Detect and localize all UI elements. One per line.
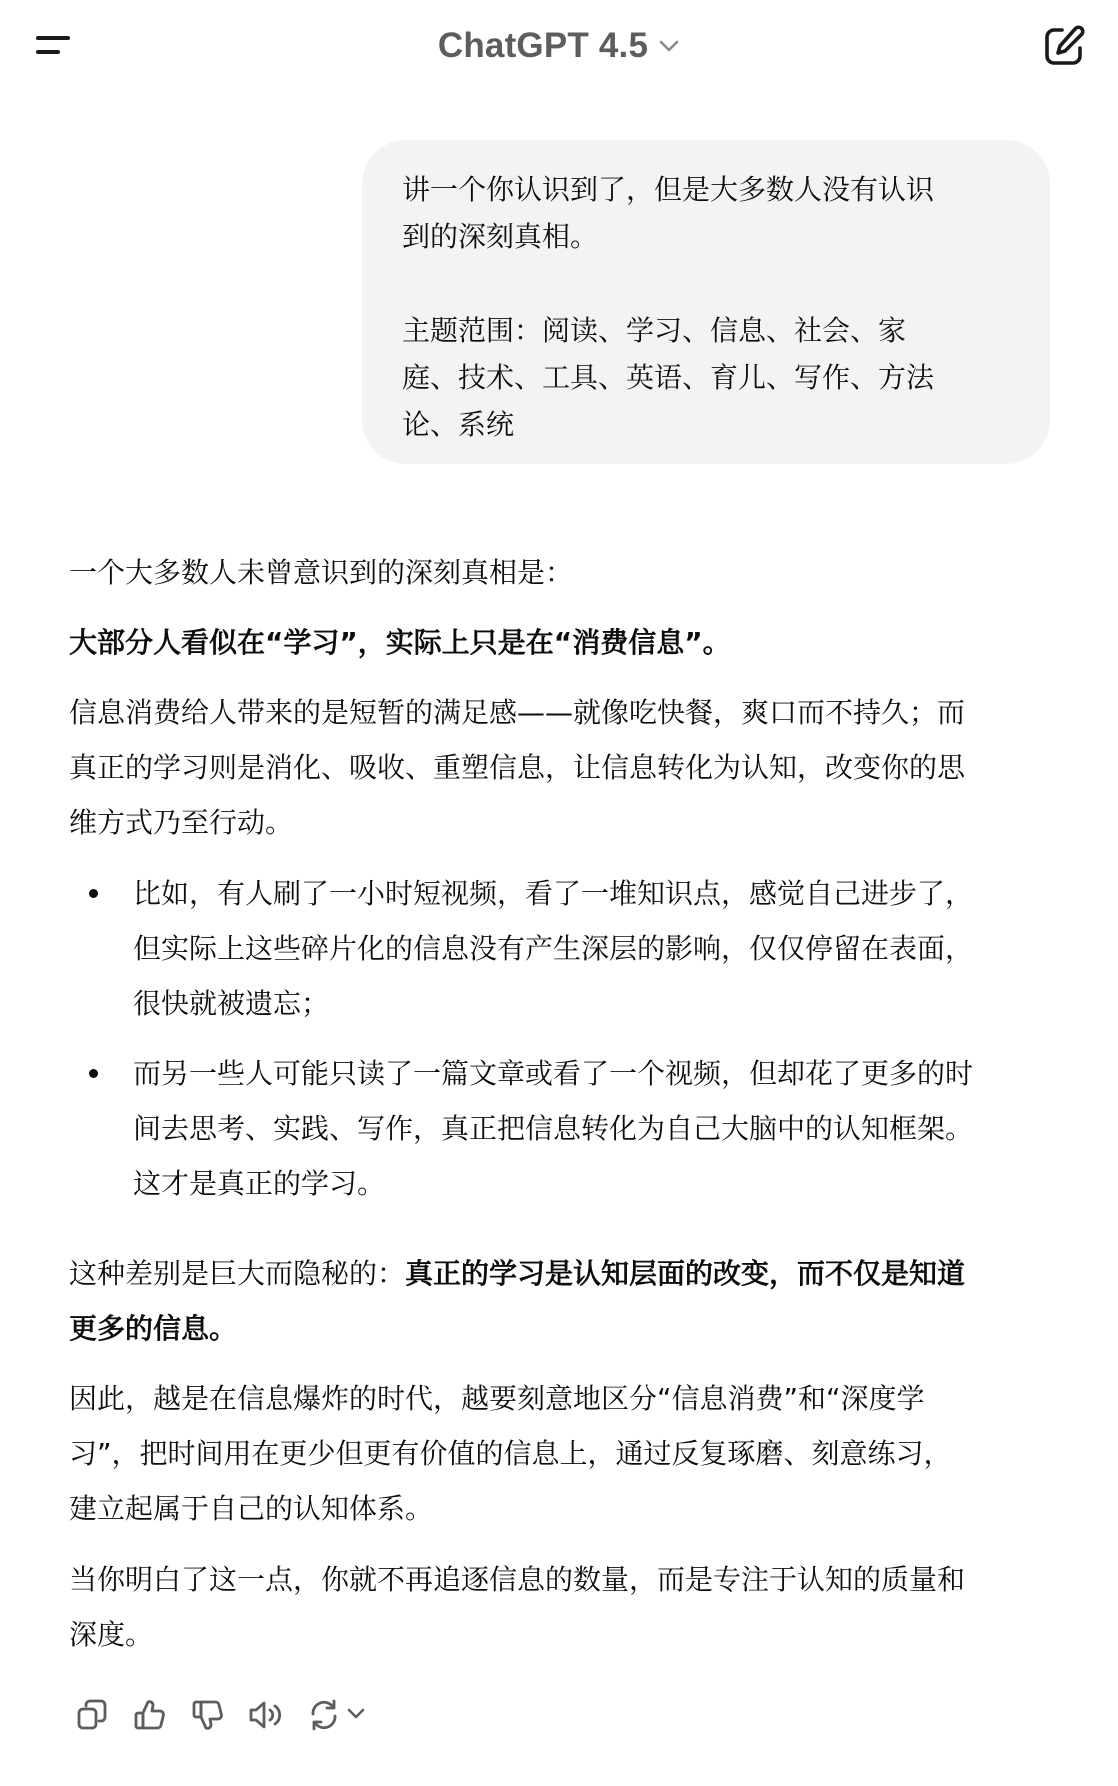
model-selector[interactable] — [419, 22, 699, 70]
response-text: 因此，越是在信息爆炸的时代，越要刻意地区分“信息消费”和“深度学 — [69, 1382, 925, 1415]
response-mixed-line — [69, 1246, 1059, 1301]
response-text: 信息消费给人带来的是短暂的满足感——就像吃快餐，爽口而不持久；而 — [69, 696, 966, 729]
bullet-icon — [89, 1069, 98, 1078]
response-paragraph — [69, 1246, 1059, 1356]
regenerate-button[interactable] — [304, 1695, 366, 1735]
message-action-bar — [72, 1690, 366, 1740]
copy-icon — [75, 1698, 109, 1732]
response-intro — [69, 545, 1059, 600]
response-bold-text: 更多的信息。 — [69, 1312, 238, 1345]
user-message-bubble — [362, 140, 1050, 464]
regenerate-icon — [304, 1695, 344, 1735]
response-text: 建立起属于自己的认知体系。 — [69, 1492, 434, 1525]
response-text: 深度。 — [69, 1618, 154, 1651]
user-message-line: 主题范围：阅读、学习、信息、社会、家 — [402, 314, 907, 347]
response-thesis — [69, 615, 1059, 670]
response-text: 这种差别是巨大而隐秘的： — [69, 1257, 406, 1290]
model-name: ChatGPT 4.5 — [437, 26, 649, 65]
response-paragraph — [69, 1552, 1059, 1662]
response-text: 一个大多数人未曾意识到的深刻真相是： — [69, 556, 574, 589]
response-text: 而另一些人可能只读了一篇文章或看了一个视频，但却花了更多的时 — [133, 1057, 974, 1090]
bullet-icon — [89, 889, 98, 898]
user-message-line: 庭、技术、工具、英语、育儿、写作、方法 — [402, 361, 935, 394]
read-aloud-button[interactable] — [246, 1695, 286, 1735]
user-message-line: 到的深刻真相。 — [402, 220, 599, 253]
response-text: 很快就被遗忘； — [133, 987, 330, 1020]
response-text: 但实际上这些碎片化的信息没有产生深层的影响，仅仅停留在表面， — [133, 932, 974, 965]
list-item-text — [133, 866, 973, 1031]
user-message-line: 论、系统 — [402, 408, 515, 441]
response-bold-text: 大部分人看似在“学习”，实际上只是在“消费信息”。 — [69, 626, 731, 659]
menu-button[interactable] — [32, 26, 72, 66]
response-text: 间去思考、实践、写作，真正把信息转化为自己大脑中的认知框架。 — [133, 1112, 974, 1145]
top-bar — [0, 0, 1118, 92]
response-bold-text: 真正的学习是认知层面的改变，而不仅是知道 — [405, 1257, 966, 1290]
new-chat-button[interactable] — [1040, 22, 1088, 70]
read-aloud-icon — [248, 1698, 284, 1732]
response-paragraph — [69, 1371, 1059, 1536]
response-text: 真正的学习则是消化、吸收、重塑信息，让信息转化为认知，改变你的思 — [69, 751, 966, 784]
user-message-line: 讲一个你认识到了，但是大多数人没有认识 — [402, 173, 935, 206]
response-text: 比如，有人刷了一小时短视频，看了一堆知识点，感觉自己进步了， — [133, 877, 974, 910]
response-text: 这才是真正的学习。 — [133, 1167, 386, 1200]
user-message-line — [402, 260, 1010, 307]
good-response-button[interactable] — [130, 1695, 170, 1735]
chevron-down-icon — [346, 1706, 366, 1725]
bad-response-button[interactable] — [188, 1695, 228, 1735]
response-text: 维方式乃至行动。 — [69, 806, 294, 839]
response-text: 当你明白了这一点，你就不再追逐信息的数量，而是专注于认知的质量和 — [69, 1563, 966, 1596]
copy-button[interactable] — [72, 1695, 112, 1735]
chevron-down-icon — [658, 39, 680, 53]
thumbs-up-icon — [133, 1698, 167, 1732]
response-paragraph — [69, 685, 1059, 850]
edit-icon — [1040, 55, 1088, 74]
response-text: 习”，把时间用在更少但更有价值的信息上，通过反复琢磨、刻意练习， — [69, 1437, 952, 1470]
thumbs-down-icon — [191, 1698, 225, 1732]
list-item-text — [133, 1046, 973, 1211]
